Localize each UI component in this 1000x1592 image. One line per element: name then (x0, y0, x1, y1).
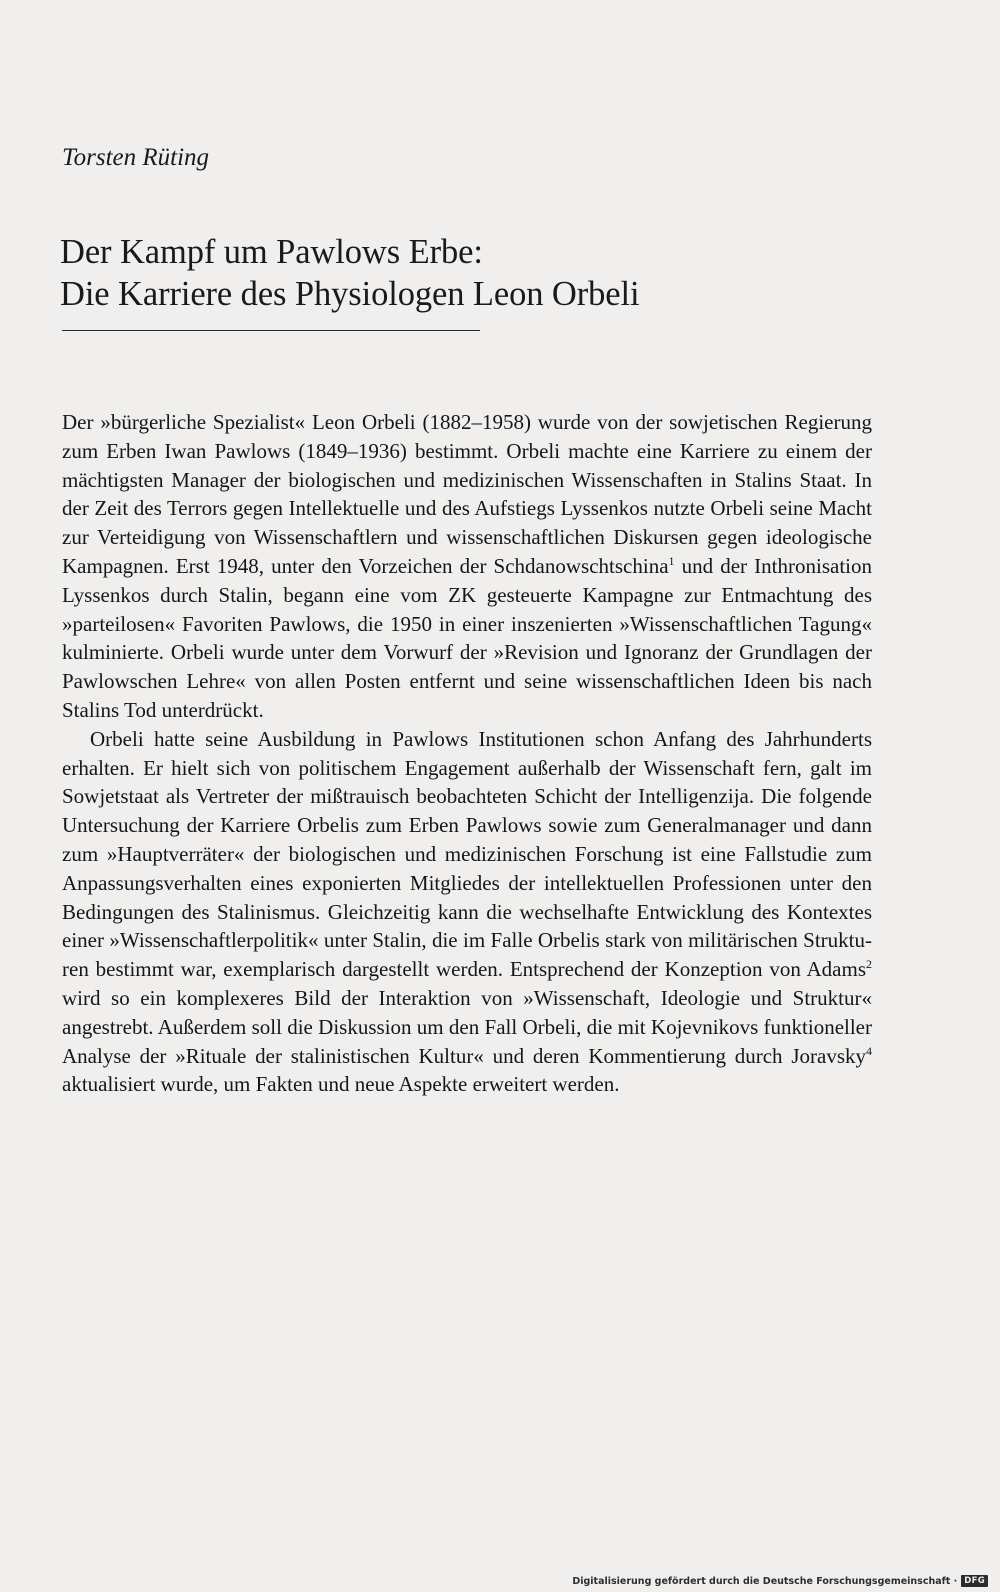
body-text (62, 408, 872, 1099)
paragraph-2-text-c: aktualisiert wurde, um Fakten und neue Aspekte erweitert werden. (62, 1072, 620, 1097)
paragraph-2-text-a: Orbeli hatte seine Ausbildung in Pawlows Institutionen schon Anfang des Jahrhunderts erhalten. Er hielt sich von politischem Engagement außerhalb der Wissenschaft fern, galt im Sowjetstaat als Vertreter der mißtrauisch beobachteten Schicht der Intelligenzija. Die folgende Untersuchung der Karriere Orbelis zum Erben Pawlows sowie zum Generalmanager und dann zum »Hauptverräter« der biologischen und medizinischen Forschung ist eine Fallstudie zum Anpassungsverhalten eines exponierten Mitgliedes der intellektuellen Professionen unter den Bedingungen des Stalinismus. Gleichzeitig kann die wechselhafte Entwicklung des Kontextes einer »Wissenschaftlerpolitik« unter Stalin, die im Falle Orbelis stark von militärischen Strukturen bestimmt war, exemplarisch dargestellt werden. Entsprechend der Konzeption von Adams (62, 726, 872, 982)
footer-text: Digitalisierung gefördert durch die Deutsche Forschungsgemeinschaft · (572, 1575, 958, 1587)
title-divider (62, 330, 480, 331)
paragraph-1-text-a: Der »bürgerliche Spezialist« Leon Orbeli (1882–1958) wurde von der sowjetischen Regierung zum Erben Iwan Pawlows (1849–1936) bestimmt. Orbeli machte eine Karriere zu einem der mächtigsten Manager der biologischen und medizinischen Wissenschaften in Stalins Staat. In der Zeit des Terrors gegen Intellektuelle und des Aufstiegs Lyssenkos nutzte Orbeli seine Macht zur Verteidigung von Wissenschaftlern und wissenschaftlichen Diskursen gegen ideologische Kampagnen. Erst 1948, unter den Vorzeichen der Schdanowschtschina (62, 410, 872, 578)
footnote-marker-2: 2 (866, 957, 872, 972)
paragraph-1-text-b: und der Inthronisation Lyssenkos durch Stalin, begann eine vom ZK gesteuerte Kampagne zur Entmachtung des »parteilosen« Favoriten Pawlows, die 1950 in einer inszenierten »Wissenschaftlichen Tagung« kulminierte. Orbeli wurde unter dem Vorwurf der »Revision und Ignoranz der Grundlagen der Pawlowschen Lehre« von allen Posten entfernt und seine wissenschaftlichen Ideen bis nach Stalins Tod unterdrückt. (62, 553, 872, 722)
title-line-1: Der Kampf um Pawlows Erbe: (60, 233, 483, 271)
paragraph-2-text-b: wird so ein komplexeres Bild der Interaktion von »Wissenschaft, Ideologie und Struktur« angestrebt. Außerdem soll die Diskussion um den Fall Orbeli, die mit Kojevnikovs funktioneller Analyse der »Rituale der stalinistischen Kultur« und deren Kommentierung durch Joravsky (62, 985, 872, 1068)
author-name: Torsten Rüting (62, 144, 210, 171)
title-line-2: Die Karriere des Physiologen Leon Orbeli (60, 275, 640, 313)
footnote-marker-4: 4 (866, 1043, 872, 1058)
dfg-logo: DFG (961, 1575, 988, 1587)
paragraph-1 (62, 408, 872, 725)
footnote-marker-1: 1 (668, 553, 675, 568)
article-title (60, 231, 780, 315)
digitization-footer (572, 1575, 988, 1587)
paragraph-2 (62, 725, 872, 1099)
